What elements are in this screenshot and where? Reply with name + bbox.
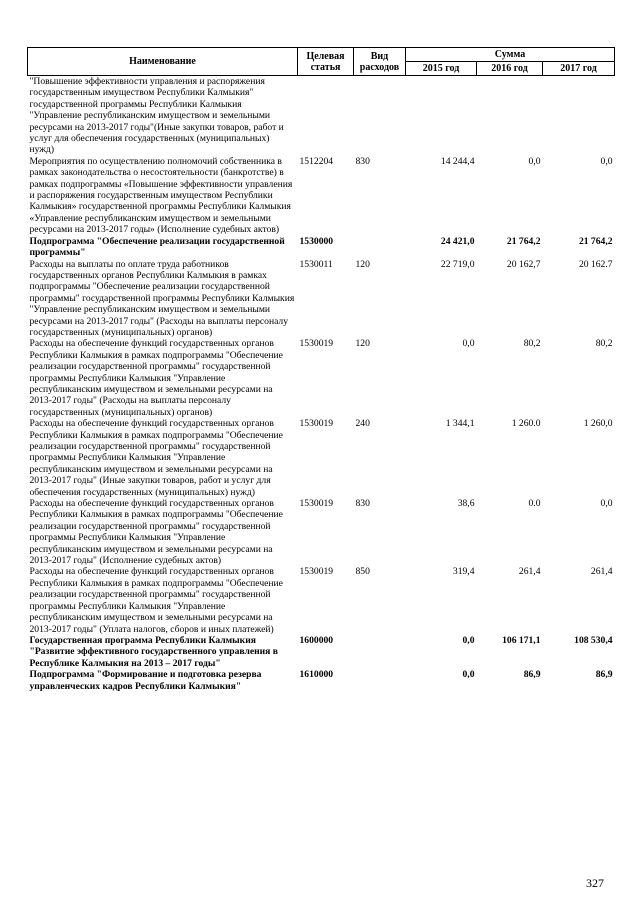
row-name: Расходы на обеспечение функций государственных органов Республики Калмыкия в рамках подпрограммы "Обеспечение реализации государственной программы" государственной программы Республики Калмыкия "Управление республиканским имуществом и земельными ресурсами на 2013-2017 годы" (Расходы на выплаты персоналу государственных (муниципальных) органов) [29, 338, 283, 418]
row-amount-2017: 86,9 [595, 669, 613, 681]
row-name: Подпрограмма "Формирование и подготовка резерва управленческих кадров Республики Калмыкия" [29, 669, 262, 692]
row-expense-type: 240 [355, 418, 370, 430]
row-expense-type: 120 [355, 258, 370, 270]
row-amount-2015: 0,0 [462, 338, 475, 350]
row-expense-type: 830 [355, 155, 370, 167]
row-amount-2015: 14 244,4 [440, 155, 475, 167]
table-row [28, 498, 615, 566]
row-target-article: 1600000 [299, 634, 334, 646]
row-amount-2016: 21 764,2 [506, 235, 541, 247]
row-name: Государственная программа Республики Калмыкия "Развитие эффективного государственного управления в Республике Калмыкия на 2013 – 2017 годы" [29, 634, 278, 669]
row-amount-2015: 22 719,0 [440, 258, 475, 270]
row-expense-type: 120 [355, 338, 370, 350]
row-amount-2015: 24 421,0 [440, 235, 475, 247]
row-amount-2017: 0,0 [600, 498, 613, 510]
table-row [28, 76, 615, 156]
row-amount-2016 [477, 76, 543, 156]
row-amount-2015: 38,6 [457, 498, 475, 510]
row-amount-2017: 0,0 [600, 155, 613, 167]
row-name: Мероприятия по осуществлению полномочий собственника в рамках законодательства о несостоятельности (банкротстве) в рамках подпрограммы «Повышение эффективности управления и распоряжения государственным имуществом Республики Калмыкия» государственной программы Республики Калмыкия «Управление республиканским имуществом и земельными ресурсами на 2013-2017 годы» (Исполнение судебных актов) [29, 155, 293, 236]
row-amount-2017 [543, 76, 615, 156]
row-name: Расходы на обеспечение функций государственных органов Республики Калмыкия в рамках подпрограммы "Обеспечение реализации государственной программы" государственной программы Республики Калмыкия "Управление республиканским имуществом и земельными ресурсами на 2013-2017 годы" (Иные закупки товаров, работ и услуг для обеспечения государственных (муниципальных) нужд) [29, 418, 283, 498]
table-row [28, 236, 615, 259]
table-body [28, 76, 615, 692]
row-target-article: 1530019 [299, 498, 334, 510]
row-target-article: 1530011 [299, 258, 333, 270]
table-row [28, 259, 615, 339]
row-expense-type: 830 [355, 498, 370, 510]
row-amount-2015 [406, 76, 477, 156]
row-amount-2016: 20 162,7 [506, 258, 541, 270]
table-row [28, 156, 615, 236]
table-row [28, 635, 615, 669]
table-row [28, 669, 615, 692]
row-target-article: 1530000 [299, 235, 334, 247]
row-expense-type [354, 669, 406, 692]
header-year-2017: 2017 год [543, 62, 615, 76]
row-amount-2017: 108 530,4 [574, 634, 613, 646]
table-row [28, 338, 615, 418]
table-row [28, 566, 615, 634]
row-amount-2015: 0,0 [462, 634, 475, 646]
row-name: Расходы на выплаты по оплате труда работников государственных органов Республики Калмыкия в рамках подпрограммы "Обеспечение реализации государственной программы" государственной программы Республики Калмыкия "Управление республиканским имуществом и земельными ресурсами на 2013-2017 годы" (Расходы на выплаты персоналу государственных (муниципальных) органов) [29, 258, 295, 338]
row-amount-2015: 319,4 [452, 566, 475, 578]
header-year-2016: 2016 год [477, 62, 543, 76]
row-name: Расходы на обеспечение функций государственных органов Республики Калмыкия в рамках подпрограммы "Обеспечение реализации государственной программы" государственной программы Республики Калмыкия "Управление республиканским имуществом и земельными ресурсами на 2013-2017 годы" (Уплата налогов, сборов и иных платежей) [29, 566, 283, 635]
row-name: "Повышение эффективности управления и распоряжения государственным имуществом Республики Калмыкия" государственной программы Республики Калмыкия "Управление республиканским имуществом и земельными ресурсами на 2013-2017 годы"(Иные закупки товаров, работ и услуг для обеспечения государственных (муниципальных) нужд) [29, 76, 284, 156]
row-amount-2015: 1 344,1 [445, 418, 475, 430]
row-amount-2016: 0.0 [528, 498, 541, 510]
row-amount-2016: 86,9 [523, 669, 541, 681]
row-target-article: 1610000 [299, 669, 334, 681]
page-number: 327 [586, 876, 604, 890]
row-amount-2016: 1 260.0 [511, 418, 541, 430]
row-amount-2017: 80,2 [595, 338, 613, 350]
row-name: Подпрограмма "Обеспечение реализации государственной программы" [29, 235, 285, 259]
row-amount-2017: 21 764,2 [578, 235, 613, 247]
table-row [28, 418, 615, 498]
row-target-article: 1530019 [299, 338, 334, 350]
header-name: Наименование [28, 48, 298, 76]
row-amount-2015: 0,0 [462, 669, 475, 681]
row-target-article: 1530019 [299, 418, 334, 430]
row-amount-2016: 0,0 [528, 155, 541, 167]
row-amount-2017: 261,4 [590, 566, 613, 578]
header-target-article: Целевая статья [298, 48, 354, 76]
row-amount-2016: 80,2 [523, 338, 541, 350]
budget-table [27, 47, 615, 692]
table-header [28, 48, 615, 76]
row-amount-2016: 106 171,1 [502, 634, 541, 646]
header-expense-type: Вид расходов [354, 48, 406, 76]
row-target-article: 1530019 [299, 566, 334, 578]
header-year-2015: 2015 год [406, 62, 477, 76]
header-sum: Сумма [406, 48, 615, 62]
row-expense-type [354, 635, 406, 669]
row-expense-type: 850 [355, 566, 370, 578]
row-target-article: 1512204 [299, 155, 334, 167]
row-amount-2017: 20 162.7 [578, 258, 613, 270]
row-name: Расходы на обеспечение функций государственных органов Республики Калмыкия в рамках подпрограммы "Обеспечение реализации государственной программы" государственной программы Республики Калмыкия "Управление республиканским имуществом и земельными ресурсами на 2013-2017 годы" (Исполнение судебных актов) [29, 498, 283, 567]
row-amount-2017: 1 260,0 [583, 418, 613, 430]
row-expense-type [354, 236, 406, 259]
row-expense-type [354, 76, 406, 156]
row-target-article [298, 76, 354, 156]
row-amount-2016: 261,4 [518, 566, 541, 578]
